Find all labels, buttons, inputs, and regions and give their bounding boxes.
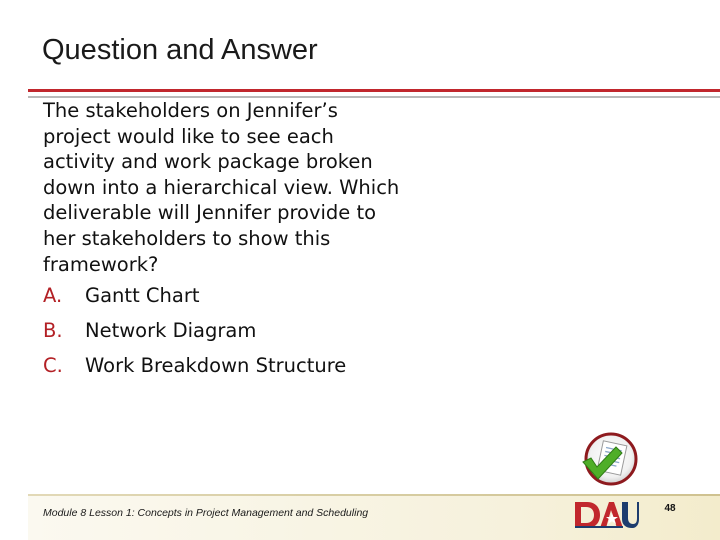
option-a (43, 283, 346, 318)
option-text: Network Diagram (85, 319, 257, 342)
footer-caption: Module 8 Lesson 1: Concepts in Project Management and Scheduling (43, 507, 369, 519)
slide-title: Question and Answer (42, 34, 318, 66)
dau-logo (573, 498, 639, 530)
option-letter: C. (43, 354, 63, 377)
option-letter: A. (43, 284, 63, 307)
green-checkmark-document-icon (578, 432, 640, 486)
page-number: 48 (664, 503, 676, 514)
option-letter: B. (43, 319, 63, 342)
option-text: Work Breakdown Structure (85, 354, 347, 377)
answer-options (43, 283, 346, 388)
title-divider-red (28, 89, 720, 92)
question-text: The stakeholders on Jennifer’s project would like to see each activity and work package broken down into a hierarchical view. Which deliverable will Jennifer provide to her stakeholders to show this framework? (43, 99, 400, 276)
option-c (43, 353, 346, 388)
option-b (43, 318, 346, 353)
option-text: Gantt Chart (85, 284, 200, 307)
